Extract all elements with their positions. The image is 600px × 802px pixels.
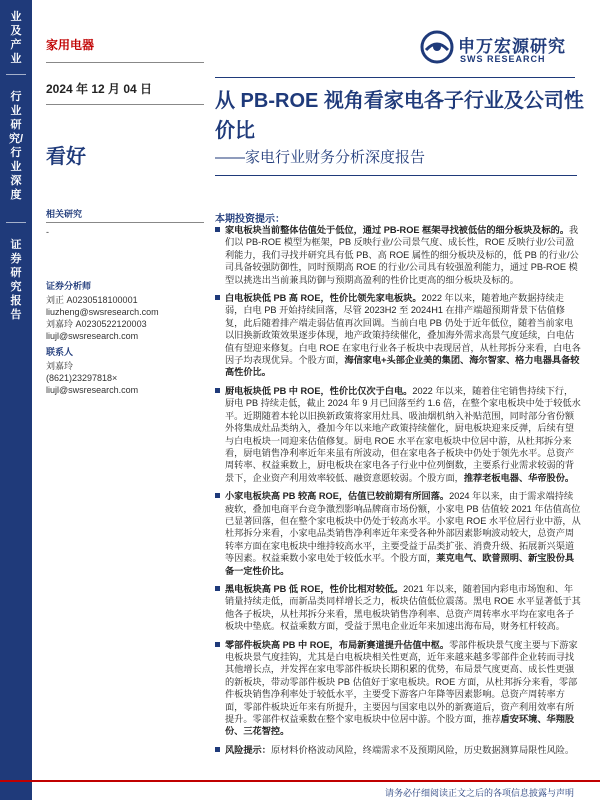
related-research-label: 相关研究 (46, 209, 83, 219)
summary-bullet (215, 292, 582, 379)
sidebar-section-type: 行业研究/行业深度 (8, 91, 24, 201)
analyst-email: liujl@swsresearch.com (46, 331, 139, 341)
contact-name: 刘嘉玲 (46, 361, 74, 371)
company-logo (420, 30, 570, 70)
divider (46, 62, 204, 63)
sidebar-divider (6, 74, 26, 75)
contact-label: 联系人 (46, 347, 74, 357)
summary-bullet (215, 490, 582, 577)
bullet-lead: 风险提示： (225, 744, 271, 755)
bullet-body: 我们以 PB-ROE 模型为框架，PB 反映行业/公司景气度、成长性，ROE 反映行业/公司盈利能力，我们寻找并研究具有低 PB、高 ROE 属性的细分板块及标的，低 PB 的行业/公司具备较强防御性，同时预期高 ROE 的行业/公司具有较强盈利能力，通过 PB-ROE 模型以挑选出当前兼具防御与预期高盈利的性价比更高的细分板块及标的。 (225, 225, 579, 285)
bullet-lead: 零部件板块高 PB 中 ROE，布局新赛道提升估值中枢。 (225, 639, 450, 650)
summary-bullet (215, 639, 582, 738)
title-rule (215, 175, 577, 176)
logo-text-cn: 申万宏源研究 (458, 37, 566, 56)
contact-phone: (8621)23297818× (46, 373, 118, 383)
analyst-line: 刘嘉玲 A0230522120003 (46, 319, 147, 329)
bullet-body: 2022 年以来，随着地产数据持续走弱，白电 PB 开始持续回落，尽管 2023H2 至 2024H1 在排产端超预期背景下估值修复，此后随着排产端走弱估值再次回调。当前白电 PB 仍处于近年低位，随着当前家电以旧换新政策效果逐步体现，地产政策持续催化，叠加海外需求高景气度延续，白电估值有望迎来修复。白电 ROE 在家电行业各子板块中表现居首，从杜邦拆分来看，白电各因子均表现优异。个股方面， (225, 293, 581, 366)
bullet-tail: 海信家电+头部企业美的集团、海尔智家、格力电器具备较高性价比。 (225, 355, 580, 378)
analysts-label: 证券分析师 (46, 281, 92, 291)
bullet-body: 2021 年以来，随着国内彩电市场饱和、年销量持续走低，而新品类同样增长乏力，板块估值低位震荡。黑电 ROE 水平显著低于其他各子板块，从杜邦拆分来看，黑电板块销售净利率、总资产周转率水平均在家电各子板块中垫底。权益乘数方面，受益于黑电企业近年来加速出海布局，财务杠杆较高。 (225, 583, 581, 632)
sidebar-section-report: 证券研究报告 (10, 239, 22, 321)
page-footer (0, 780, 600, 802)
bullet-tail: 推荐老板电器、华帝股份。 (463, 472, 575, 483)
bullet-tail: 盾安环境、华翔股份、三花智控。 (225, 714, 575, 737)
summary-bullet (215, 385, 582, 484)
bullet-lead: 厨电板块低 PB 中 ROE，性价比仅次于白电。 (225, 385, 413, 396)
logo-mark-icon (420, 30, 454, 64)
report-subtitle: ——家电行业财务分析深度报告 (215, 149, 426, 166)
industry-label: 家用电器 (46, 38, 95, 52)
summary-bullet (215, 583, 582, 633)
analyst-line: 刘正 A0230518100001 (46, 295, 138, 305)
sidebar-section-industry: 业及产业 (10, 11, 22, 65)
report-date: 2024 年 12 月 04 日 (46, 82, 153, 96)
summary-bullet (215, 224, 582, 286)
analyst-email: liuzheng@swsresearch.com (46, 307, 159, 317)
industry-rating: 看好 (46, 146, 86, 168)
summary-bullets (215, 224, 582, 762)
disclaimer-text: 请务必仔细阅读正文之后的各项信息披露与声明 (384, 788, 574, 798)
divider (46, 222, 204, 223)
summary-bullet (215, 744, 582, 756)
divider (46, 104, 204, 105)
bullet-lead: 小家电板块高 PB 较高 ROE，估值已较前期有所回落。 (225, 491, 450, 502)
related-research-value: - (46, 227, 49, 237)
summary-heading: 本期投资提示： (215, 214, 285, 225)
sidebar-divider (6, 222, 26, 223)
logo-text-en: SWS RESEARCH (460, 54, 546, 64)
contact-email: liujl@swsresearch.com (46, 385, 139, 395)
bullet-body: 原材料价格波动风险，终端需求不及预期风险，历史数据测算局限性风险。 (270, 744, 575, 755)
report-title: 从 PB-ROE 视角看家电各子行业及公司性价比 (215, 90, 584, 142)
bullet-body: 零部件板块景气度主要与下游家电板块景气度挂钩，尤其是白电板块相关性更高，近年来越来越多零部件企业转而寻找其他增长点，并发挥在家电零部件板块长期积累的优势，布局景气度更高、成长性更强的新板块，带动零部件板块 PB 估值好于家电板块。ROE 方面，从杜邦拆分来看，零部件板块销售净利率处于较低水平，主要受下游客户年降等因素影响。总资产周转率方面，零部件板块近年来有所提升，主要因与国家电以外的新赛道后，资产利用效率有所提升。零部件权益乘数在整个家电板块中位居中游。个股方面，推荐 (225, 639, 578, 725)
bullet-lead: 家电板块当前整体估值处于低位，通过 PB-ROE 框架寻找被低估的细分板块及标的。 (225, 225, 570, 235)
bullet-lead: 黑电板块高 PB 低 ROE，性价比相对较低。 (225, 583, 404, 594)
sidebar-band (0, 0, 32, 800)
bullet-body: 2024 年以来，由于需求端持续疲软，叠加电商平台竞争激烈影响品牌商市场份额，小家电 PB 估值较 2021 年估值高位已显著回落，但在整个家电板块中仍处于较高水平。小家电 ROE 水平位居行业中游，从杜邦拆分来看，小家电品类销售净利率近年来受各种外部因素影响波动较大，总资产周转率方面在家电板块中维持较高水平，主要受益于品类扩张、消费升级、拓展新兴渠道等因素。权益乘数小家电处于较低水平。个股方面， (225, 491, 581, 564)
bullet-body: 2022 年以来，随着住宅销售持续下行，厨电 PB 持续走低，截止 2024 年 9 月已回落至约 1.6 倍，在整个家电板块中处于较低水平。近期随着本轮以旧换新政策将家用灶具、吸油烟机纳入补贴范围，同时部分省份额外将集成灶品类纳入，叠加今年以来地产政策持续催化，厨电板块迎来反弹，后续有望与白电板块一同迎来估值修复。厨电 ROE 水平在家电板块中位居中游，从杜邦拆分来看，厨电销售净利率近年来虽有所波动，但在家电各子板块中仍处于领先水平。总资产周转率、权益乘数上，厨电板块在家电各子行业中位列倒数，主要系行业需求较弱的背景下，企业资产利用效率较低、融资意愿较弱。个股方面， (225, 385, 581, 483)
bullet-tail: 莱克电气、欧普照明、新宝股份具备一定性价比。 (225, 553, 575, 576)
header-rule (215, 77, 575, 78)
bullet-lead: 白电板块低 PB 高 ROE，性价比领先家电板块。 (225, 293, 422, 304)
